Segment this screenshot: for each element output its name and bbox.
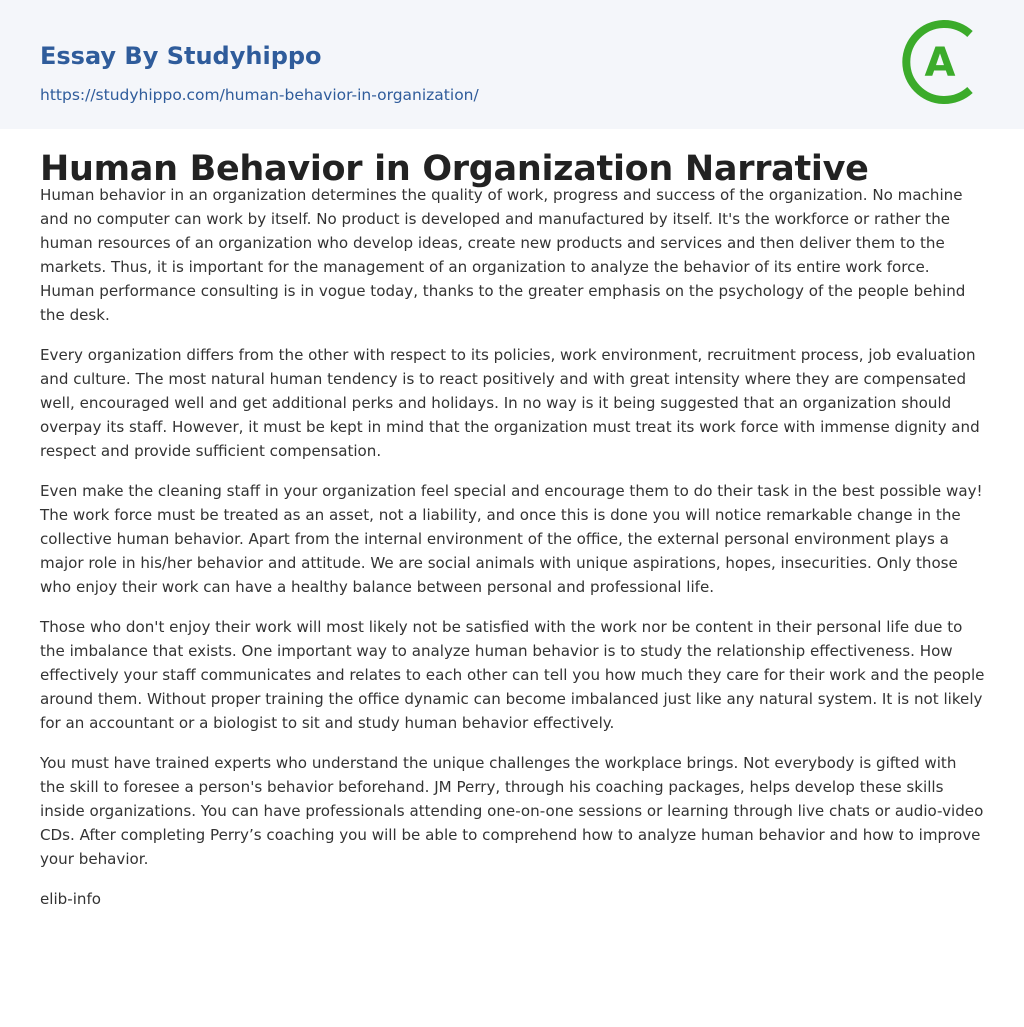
- brand-title[interactable]: Essay By Studyhippo: [40, 42, 322, 70]
- page-title: Human Behavior in Organization Narrative: [40, 149, 869, 189]
- source-url-link[interactable]: https://studyhippo.com/human-behavior-in-organization/: [40, 86, 479, 104]
- paragraph-1: Human behavior in an organization determines the quality of work, progress and success of the organization. No machine and no computer can work by itself. No product is developed and manufactured by itself. It's the workforce or rather the human resources of an organization who develop ideas, create new products and services and then deliver them to the markets. Thus, it is important for the management of an organization to analyze the behavior of its entire work force. Human performance consulting is in vogue today, thanks to the greater emphasis on the psychology of the people behind the desk.: [40, 186, 966, 324]
- source-credit: elib-info: [40, 890, 102, 908]
- paragraph-3: Even make the cleaning staff in your organization feel special and encourage them to do their task in the best possible way! The work force must be treated as an asset, not a liability, and once this is done you will notice remarkable change in the collective human behavior. Apart from the internal environment of the office, the external personal environment plays a major role in his/her behavior and attitude. We are social animals with unique aspirations, hopes, insecurities. Only those who enjoy their work can have a healthy balance between personal and professional life.: [40, 482, 983, 596]
- page-header: [0, 0, 1024, 129]
- paragraph-2: Every organization differs from the other with respect to its policies, work environment, recruitment process, job evaluation and culture. The most natural human tendency is to react positively and with great intensity where they are compensated well, encouraged well and get additional perks and holidays. In no way is it being suggested that an organization should overpay its staff. However, it must be kept in mind that the organization must treat its work force with immense dignity and respect and provide sufficient compensation.: [40, 346, 980, 460]
- article: [0, 129, 1024, 911]
- logo-letter: A: [924, 40, 956, 86]
- paragraph-4: Those who don't enjoy their work will most likely not be satisfied with the work nor be content in their personal life due to the imbalance that exists. One important way to analyze human behavior is to study the relationship effectiveness. How effectively your staff communicates and relates to each other can tell you how much they care for their work and the people around them. Without proper training the office dynamic can become imbalanced just like any natural system. It is not likely for an accountant or a biologist to sit and study human behavior effectively.: [40, 618, 985, 732]
- paragraph-5: You must have trained experts who understand the unique challenges the workplace brings. Not everybody is gifted with the skill to foresee a person's behavior beforehand. JM Perry, through his coaching packages, helps develop these skills inside organizations. You can have professionals attending one-on-one sessions or learning through live chats or audio-video CDs. After completing Perry’s coaching you will be able to comprehend how to analyze human behavior and how to improve your behavior.: [40, 754, 984, 868]
- studyhippo-logo-icon[interactable]: [898, 18, 986, 106]
